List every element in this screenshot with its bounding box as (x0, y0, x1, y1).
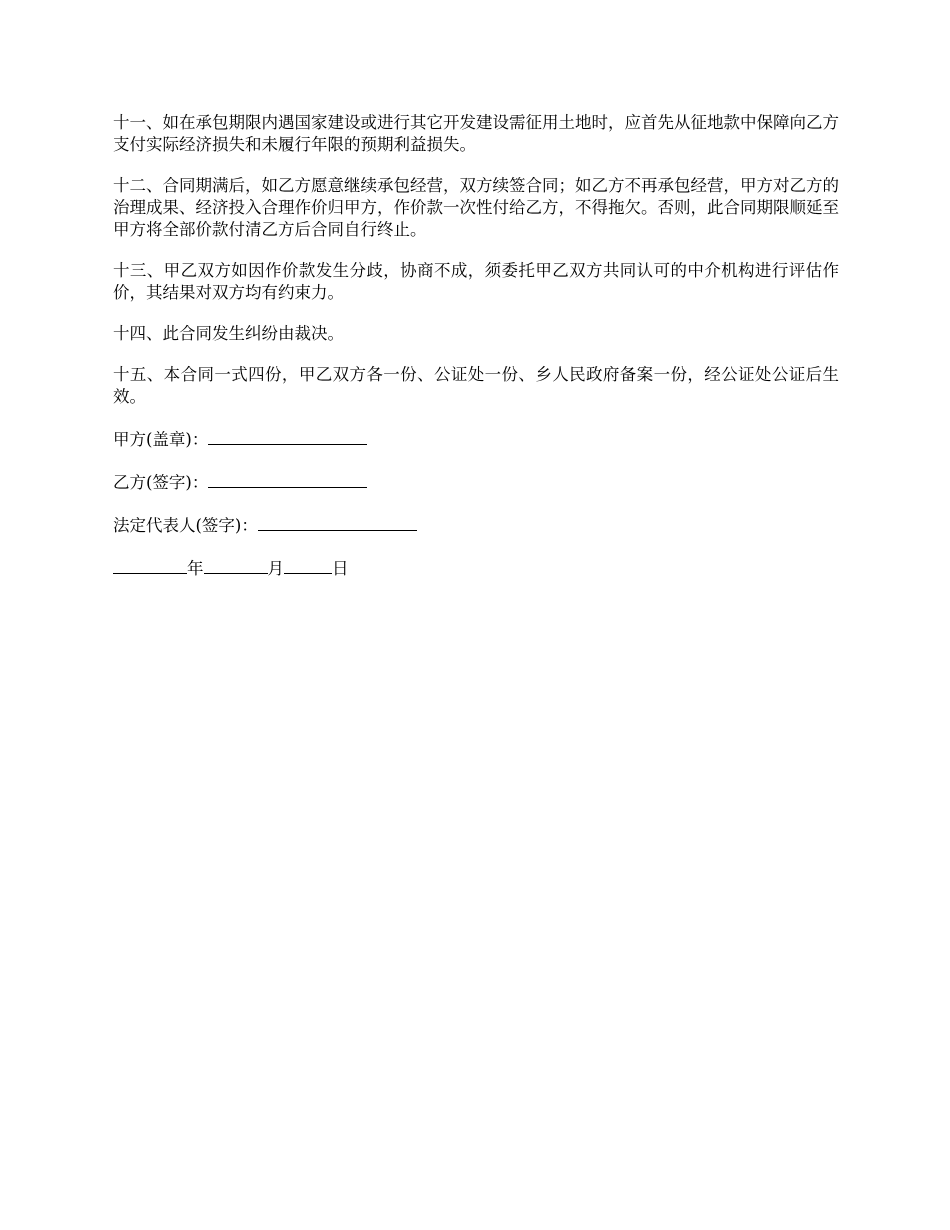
clause-12: 十二、合同期满后，如乙方愿意继续承包经营，双方续签合同；如乙方不再承包经营，甲方对乙方的治理成果、经济投入合理作价归甲方，作价款一次性付给乙方，不得拖欠。否则，此合同期限顺延至甲方将全部价款付清乙方后合同自行终止。 (113, 176, 839, 239)
day-blank (284, 556, 332, 574)
contract-page (113, 112, 839, 599)
clause-13: 十三、甲乙双方如因作价款发生分歧，协商不成，须委托甲乙双方共同认可的中介机构进行评估作价，其结果对双方均有约束力。 (113, 261, 839, 302)
clause-14: 十四、此合同发生纠纷由裁决。 (113, 324, 344, 343)
month-label: 月 (267, 559, 284, 578)
legal-rep-signature (113, 513, 839, 537)
party-b-signature-blank (208, 470, 367, 488)
party-b-signature (113, 470, 839, 494)
clause-15: 十五、本合同一式四份，甲乙双方各一份、公证处一份、乡人民政府备案一份，经公证处公证后生效。 (113, 365, 839, 406)
clause-11: 十一、如在承包期限内遇国家建设或进行其它开发建设需征用土地时，应首先从征地款中保障向乙方支付实际经济损失和未履行年限的预期利益损失。 (113, 113, 839, 154)
month-blank (204, 556, 268, 574)
party-a-signature (113, 427, 839, 451)
party-a-signature-blank (208, 427, 367, 445)
legal-rep-label: 法定代表人(签字)： (113, 516, 258, 535)
date-line (113, 556, 839, 580)
party-b-label: 乙方(签字)： (113, 473, 209, 492)
day-label: 日 (332, 559, 349, 578)
year-blank (113, 556, 187, 574)
year-label: 年 (187, 559, 204, 578)
party-a-label: 甲方(盖章)： (113, 430, 209, 449)
legal-rep-signature-blank (258, 513, 417, 531)
